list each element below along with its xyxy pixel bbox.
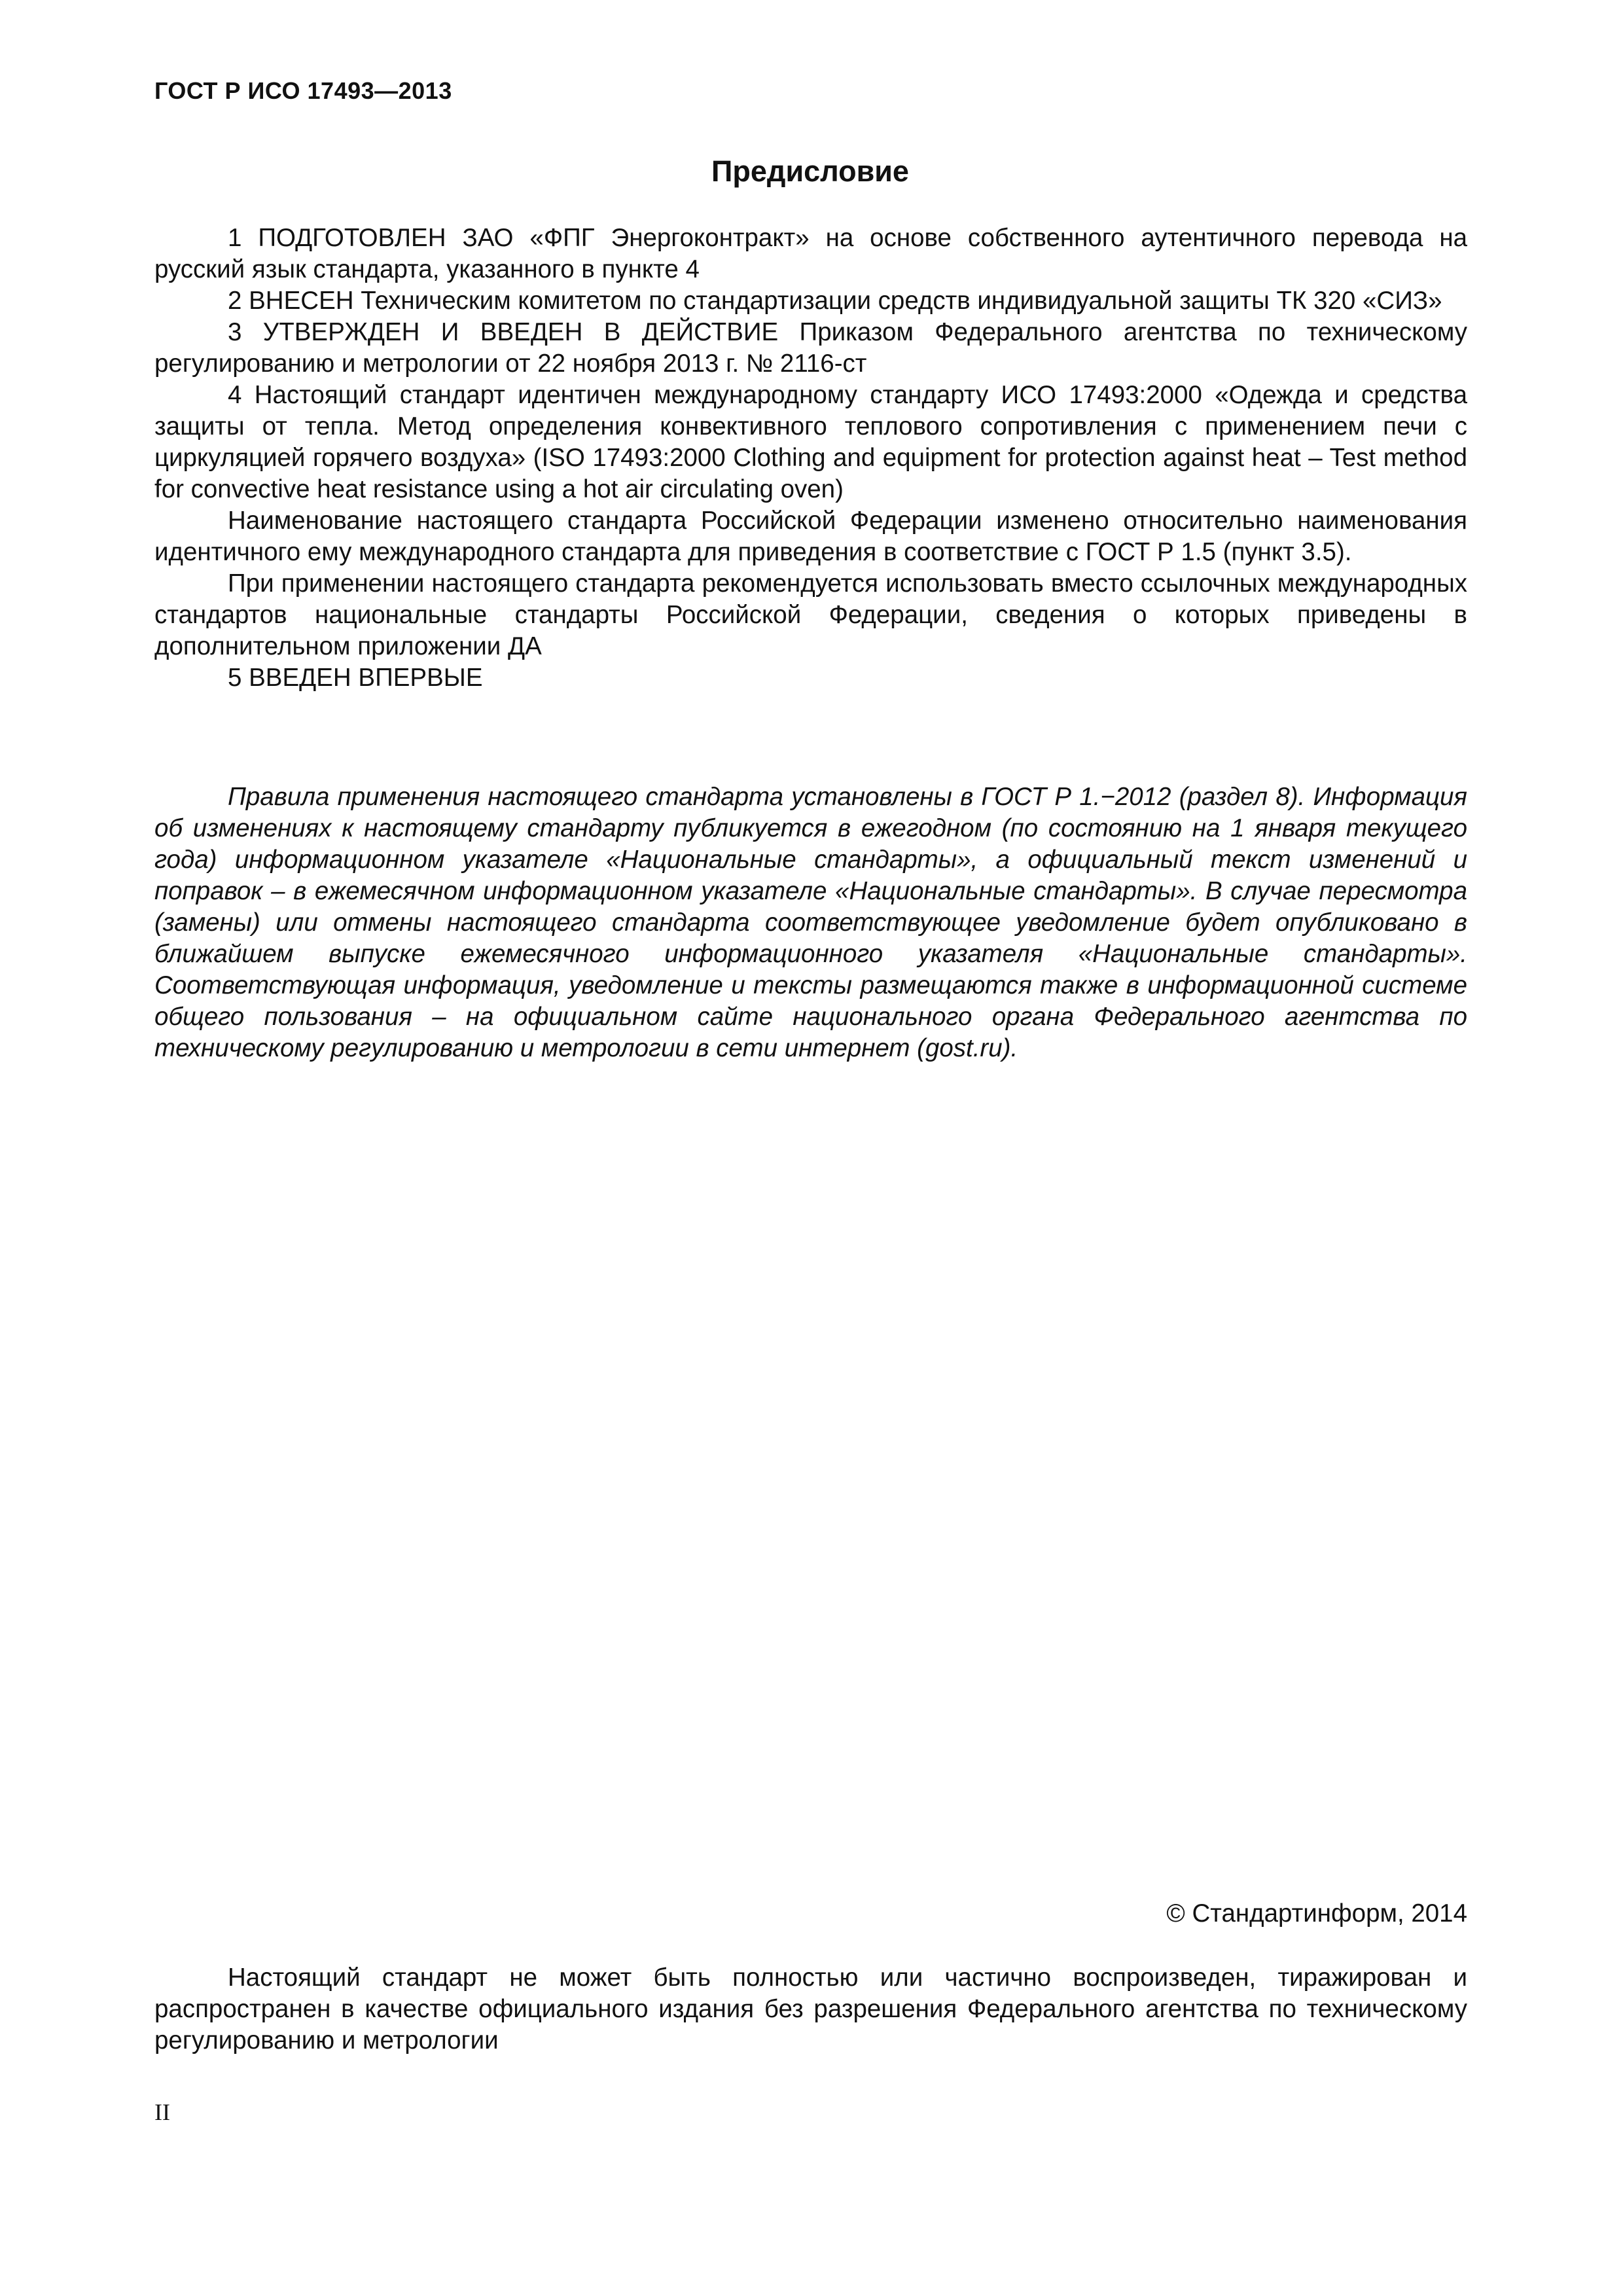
rules-notice-block <box>154 781 1467 1064</box>
paragraph-prepared: 1 ПОДГОТОВЛЕН ЗАО «ФПГ Энергоконтракт» на основе собственного аутентичного перевода на русский язык стандарта, указанного в пункте 4 <box>154 224 1467 283</box>
document-code-header: ГОСТ Р ИСО 17493—2013 <box>154 77 452 104</box>
reproduction-notice-block <box>154 1962 1467 2056</box>
foreword-body <box>154 223 1467 694</box>
paragraph-first-introduced: 5 ВВЕДЕН ВПЕРВЫЕ <box>228 664 483 692</box>
page-number: II <box>154 2099 170 2125</box>
copyright-line: © Стандартинформ, 2014 <box>1166 1899 1467 1928</box>
rules-notice-text: Правила применения настоящего стандарта установлены в ГОСТ Р 1.−2012 (раздел 8). Информация об изменениях к настоящему стандарту публикуется в ежегодном (по состоянию на 1 января текущего года) информационном указателе «Национальные стандарты», а официальный текст изменений и поправок – в ежемесячном информационном указателе «Национальные стандарты». В случае пересмотра (замены) или отмены настоящего стандарта соответствующее уведомление будет опубликовано в ближайшем выпуске ежемесячного информационного указателя «Национальные стандарты». Соответствующая информация, уведомление и тексты размещаются также в информационной системе общего пользования – на официальном сайте национального органа Федерального агентства по техническому регулированию и метрологии в сети интернет (gost.ru). <box>154 783 1467 1062</box>
paragraph-introduced: 2 ВНЕСЕН Техническим комитетом по стандартизации средств индивидуальной защиты ТК 320 «СИЗ» <box>228 287 1442 315</box>
paragraph-approved: 3 УТВЕРЖДЕН И ВВЕДЕН В ДЕЙСТВИЕ Приказом Федерального агентства по техническому регулированию и метрологии от 22 ноября 2013 г. № 2116-ст <box>154 318 1467 378</box>
paragraph-name-change: Наименование настоящего стандарта Российской Федерации изменено относительно наименования идентичного ему международного стандарта для приведения в соответствие с ГОСТ Р 1.5 (пункт 3.5). <box>154 507 1467 566</box>
paragraph-identical-standard: 4 Настоящий стандарт идентичен международному стандарту ИСО 17493:2000 «Одежда и средства защиты от тепла. Метод определения конвективного теплового сопротивления с применением печи с циркуляцией горячего воздуха» (ISO 17493:2000 Clothing and equipment for protection against heat – Test method for convective heat resistance using a hot air circulating oven) <box>154 381 1467 503</box>
page-title: Предисловие <box>711 154 909 188</box>
reproduction-notice-text: Настоящий стандарт не может быть полностью или частично воспроизведен, тиражирован и распространен в качестве официального издания без разрешения Федерального агентства по техническому регулированию и метрологии <box>154 1964 1467 2054</box>
paragraph-reference-standards: При применении настоящего стандарта рекомендуется использовать вместо ссылочных международных стандартов национальные стандарты Российской Федерации, сведения о которых приведены в дополнительном приложении ДА <box>154 569 1467 660</box>
